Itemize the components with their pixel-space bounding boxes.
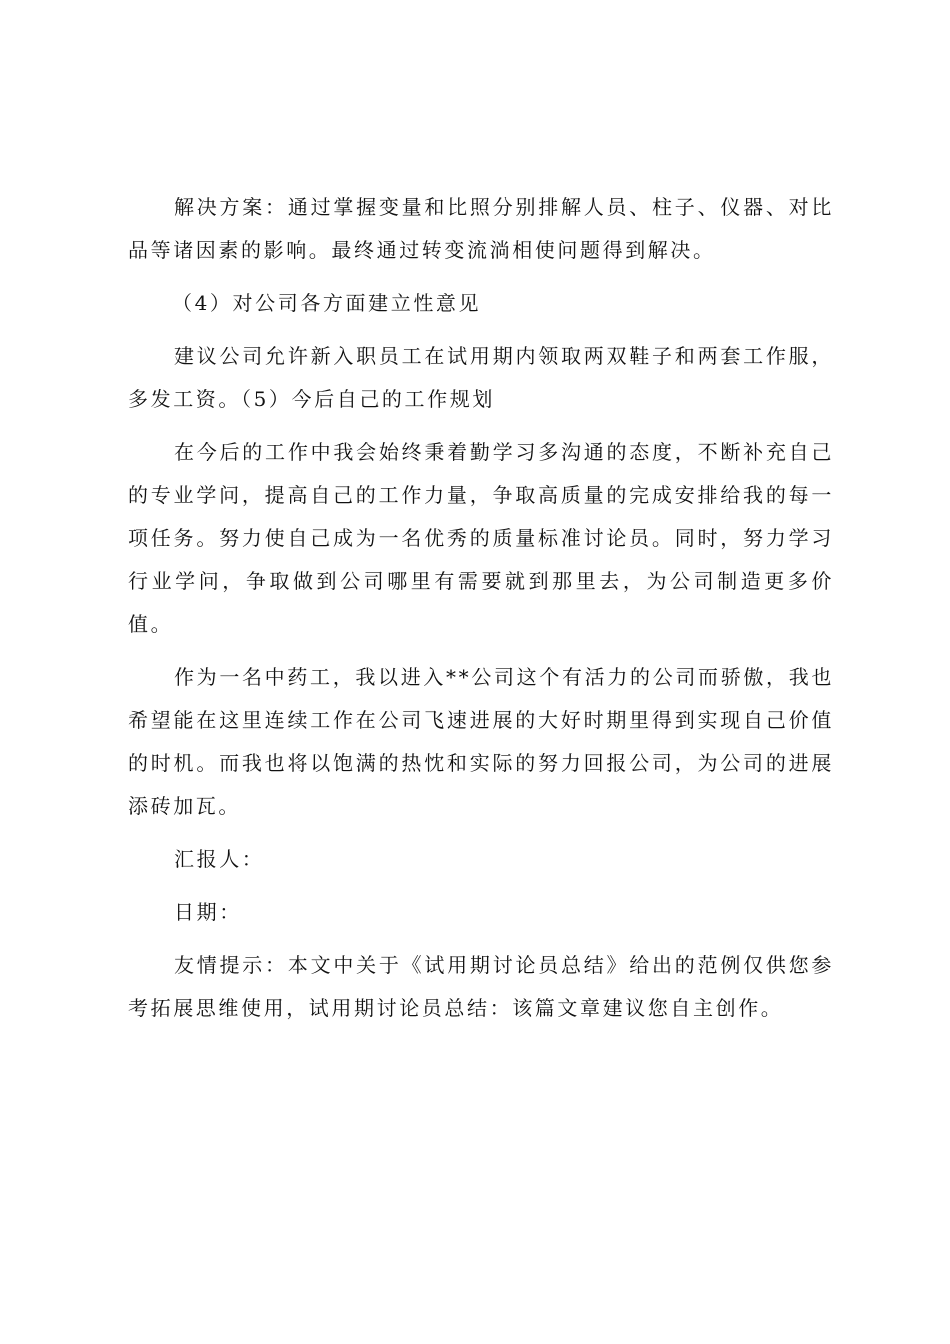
suggestion-paragraph: 建议公司允许新入职员工在试用期内领取两双鞋子和两套工作服，多发工资。（5）今后自己的工作规划 [128,344,834,411]
work-plan-paragraph: 在今后的工作中我会始终秉着勤学习多沟通的态度，不断补充自己的专业学问，提高自己的工作力量，争取高质量的完成安排给我的每一项任务。努力使自己成为一名优秀的质量标准讨论员。同时，努力学习行业学问，争取做到公司哪里有需要就到那里去，为公司制造更多价值。 [128,440,834,636]
closing-paragraph: 作为一名中药工，我以进入**公司这个有活力的公司而骄傲，我也希望能在这里连续工作在公司飞速进展的大好时期里得到实现自己价值的时机。而我也将以饱满的热忱和实际的努力回报公司，为公司的进展添砖加瓦。 [128,665,834,818]
document-page [128,186,834,1040]
suggestion-heading: （4）对公司各方面建立性意见 [172,291,482,315]
date-line: 日期： [174,900,242,924]
friendly-tip-paragraph: 友情提示：本文中关于《试用期讨论员总结》给出的范例仅供您参考拓展思维使用，试用期讨论员总结：该篇文章建议您自主创作。 [128,953,834,1020]
solution-paragraph: 解决方案：通过掌握变量和比照分别排解人员、柱子、仪器、对比品等诸因素的影响。最终通过转变流淌相使问题得到解决。 [128,195,834,262]
reporter-line: 汇报人： [174,847,265,871]
